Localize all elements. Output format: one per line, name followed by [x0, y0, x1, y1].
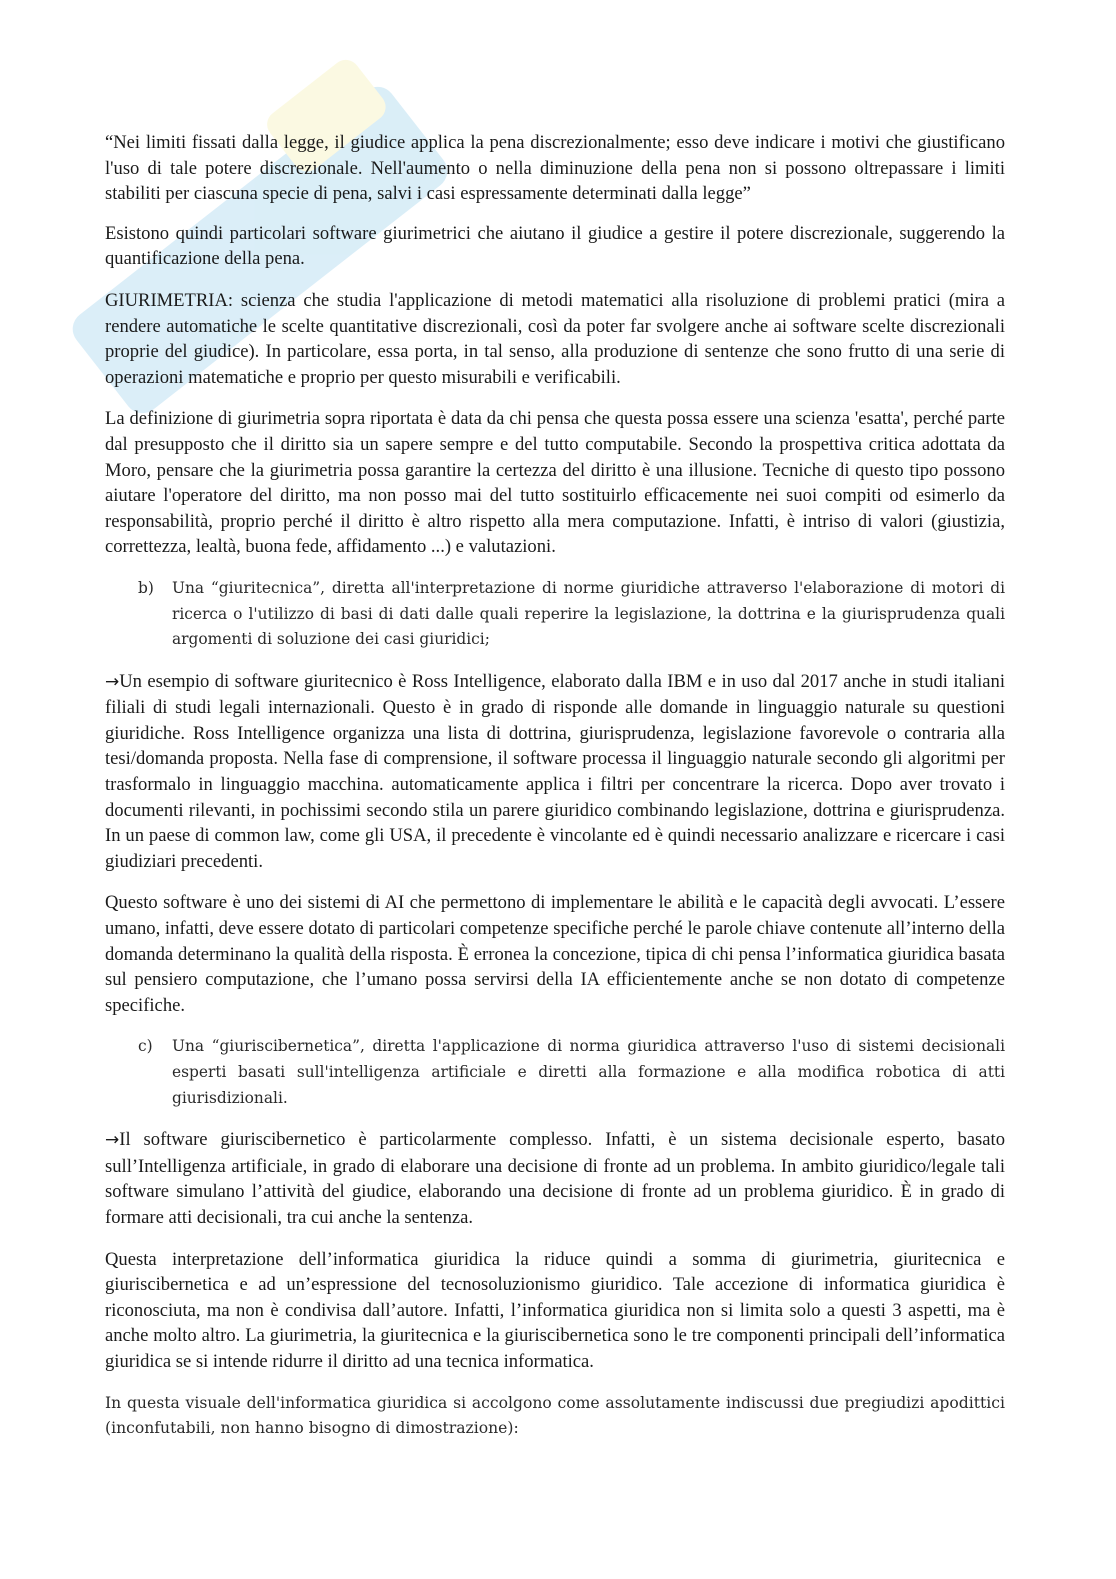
paragraph-interpretazione: Questa interpretazione dell’informatica giuridica la riduce quindi a somma di giurimetria, giuritecnica e giuriscibernetica e ad un’espressione del tecnosoluzionismo giuridico. Tale accezione di informatica giuridica è riconosciuta, ma non è condivisa dall’autore. Infatti, l’informatica giuridica non si limita solo a questi 3 aspetti, ma è anche molto altro. La giurimetria, la giuritecnica e la giuriscibernetica sono le tre componenti principali dell’informatica giuridica se si intende ridurre il diritto ad una tecnica informatica.: [105, 1248, 1005, 1372]
paragraph-ross-intelligence: [105, 669, 1005, 875]
document-page: [105, 130, 1005, 1458]
quote-paragraph: “Nei limiti fissati dalla legge, il giudice applica la pena discrezionalmente; esso deve indicare i motivi che giustificano l'uso di tale potere discrezionale. Nell'aumento o nella diminuzione della pena non si possono oltrepassare i limiti stabiliti per ciascuna specie di pena, salvi i casi espressamente determinati dalla legge”: [105, 132, 1005, 205]
paragraph-giurimetria-definition: GIURIMETRIA: scienza che studia l'applicazione di metodi matematici alla risoluzione di problemi pratici (mira a rendere automatiche le scelte quantitative discrezionali, così da poter far svolgere anche ai software scelte discrezionali proprie del giudice). In particolare, essa porta, in tal senso, alla produzione di sentenze che sono frutto di una serie di operazioni matematiche e proprio per questo misurabili e verificabili.: [105, 289, 1005, 388]
paragraph-text: Un esempio di software giuritecnico è Ross Intelligence, elaborato dalla IBM e in uso dal 2017 anche in studi italiani filiali di studi legali internazionali. Questo è in grado di risponde alle domande in linguaggio naturale su questioni giuridiche. Ross Intelligence organizza una lista di dottrina, giurisprudenza, legislazione favorevole o contraria alla tesi/domanda proposta. Nella fase di comprensione, il software processa il linguaggio naturale secondo gli algoritmi per trasformalo in linguaggio macchina. automaticamente applica i filtri per concentrare la ricerca. Dopo aver trovato i documenti rilevanti, in pochissimi secondo stila un parere giuridico combinando legislazione, dottrina e giurisprudenza. In un paese di common law, come gli USA, il precedente è vincolante ed è quindi necessario analizzare e ricercare i casi giudiziari precedenti.: [105, 670, 1005, 872]
arrow-right-icon: →: [105, 1130, 120, 1151]
paragraph-pregiudizi: In questa visuale dell'informatica giuridica si accolgono come assolutamente indiscussi due pregiudizi apodittici (inconfutabili, non hanno bisogno di dimostrazione):: [105, 1393, 1005, 1438]
paragraph-giurimetria-critique: La definizione di giurimetria sopra riportata è data da chi pensa che questa possa essere una scienza 'esatta', perché parte dal presupposto che il diritto sia un sapere sempre e del tutto computabile. Secondo la prospettiva critica adottata da Moro, pensare che la giurimetria possa garantire la certezza del diritto è una illusione. Tecniche di questo tipo possono aiutare l'operatore del diritto, ma non posso mai del tutto sostituirlo efficacemente nei suoi compiti od esimerlo da responsabilità, proprio perché il diritto è altro rispetto alla mera computazione. Infatti, è intriso di valori (giustizia, correttezza, lealtà, buona fede, affidamento ...) e valutazioni.: [105, 408, 1005, 558]
arrow-right-icon: →: [105, 671, 120, 692]
paragraph-giuriscibernetico: [105, 1127, 1005, 1230]
list-marker: c): [138, 1037, 153, 1056]
list-item-giuriscibernetica: [138, 1034, 1005, 1111]
paragraph-software-giurimetrici: Esistono quindi particolari software giurimetrici che aiutano il giudice a gestire il potere discrezionale, suggerendo la quantificazione della pena.: [105, 222, 1005, 270]
paragraph-text: Il software giuriscibernetico è particolarmente complesso. Infatti, è un sistema decisionale esperto, basato sull’Intelligenza artificiale, in grado di elaborare una decisione di fronte ad un problema. In ambito giuridico/legale tali software simulano l’attività del giudice, elaborando una decisione di fronte ad un problema giuridico. È in grado di formare atti decisionali, tra cui anche la sentenza.: [105, 1129, 1005, 1228]
list-item-giuritecnica: [138, 576, 1005, 653]
paragraph-ai-avvocati: Questo software è uno dei sistemi di AI che permettono di implementare le abilità e le capacità degli avvocati. L’essere umano, infatti, deve essere dotato di particolari competenze specifiche perché le parole chiave contenute all’interno della domanda determinano la qualità della risposta. È erronea la concezione, tipica di chi pensa l’informatica giuridica basata sul pensiero computazione, che l’umano possa servirsi della IA efficientemente anche se non dotato di competenze specifiche.: [105, 892, 1005, 1016]
list-marker: b): [138, 578, 154, 597]
list-item-text: Una “giuritecnica”, diretta all'interpretazione di norme giuridiche attraverso l'elaborazione di motori di ricerca o l'utilizzo di basi di dati dalle quali reperire la legislazione, la dottrina e la giurisprudenza quali argomenti di soluzione dei casi giuridici;: [172, 578, 1005, 649]
list-item-text: Una “giuriscibernetica”, diretta l'applicazione di norma giuridica attraverso l'uso di sistemi decisionali esperti basati sull'intelligenza artificiale e diretti alla formazione e alla modifica robotica di atti giurisdizionali.: [172, 1037, 1005, 1107]
